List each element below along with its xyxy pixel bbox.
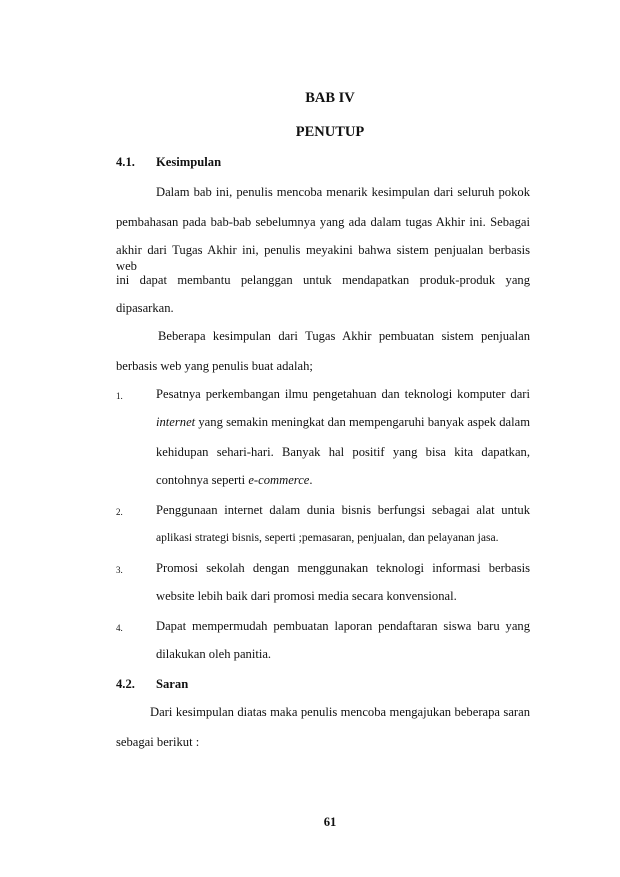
list-item-line: kehidupan sehari-hari. Banyak hal positif yang bisa kita dapatkan, — [156, 445, 530, 459]
list-item-line — [156, 414, 530, 430]
paragraph-line: Dari kesimpulan diatas maka penulis mencoba mengajukan beberapa saran — [150, 705, 530, 719]
paragraph-line: akhir dari Tugas Akhir ini, penulis meyakini bahwa sistem penjualan berbasis web — [116, 243, 530, 273]
list-item-line: aplikasi strategi bisnis, seperti ;pemasaran, penjualan, dan pelayanan jasa. — [156, 531, 499, 544]
section-title: Kesimpulan — [156, 155, 222, 169]
list-item-line: Penggunaan internet dalam dunia bisnis berfungsi sebagai alat untuk — [156, 503, 530, 517]
list-item-line: dilakukan oleh panitia. — [156, 647, 272, 661]
section-title: Saran — [156, 677, 189, 691]
emphasis-text: e-commerce — [248, 473, 310, 487]
paragraph-line: sebagai berikut : — [116, 735, 200, 749]
list-item-text: yang semakin meningkat dan mempengaruhi banyak aspek dalam — [195, 415, 530, 429]
list-number: 3. — [116, 565, 123, 575]
list-item-line: website lebih baik dari promosi media secara konvensional. — [156, 589, 457, 603]
paragraph-line: ini dapat membantu pelanggan untuk mendapatkan produk-produk yang — [116, 273, 530, 287]
list-item-line: Promosi sekolah dengan menggunakan teknologi informasi berbasis — [156, 561, 530, 575]
list-item-line: Dapat mempermudah pembuatan laporan pendaftaran siswa baru yang — [156, 619, 530, 633]
section-number: 4.1. — [116, 155, 135, 169]
list-number: 4. — [116, 623, 123, 633]
paragraph-line: Beberapa kesimpulan dari Tugas Akhir pembuatan sistem penjualan — [158, 329, 530, 343]
paragraph-line: dipasarkan. — [116, 301, 174, 315]
page-number: 61 — [323, 815, 337, 829]
section-number: 4.2. — [116, 677, 135, 691]
emphasis-text: internet — [156, 415, 196, 429]
list-number: 2. — [116, 507, 123, 517]
paragraph-line: Dalam bab ini, penulis mencoba menarik kesimpulan dari seluruh pokok — [156, 185, 530, 199]
paragraph-line: pembahasan pada bab-bab sebelumnya yang ada dalam tugas Akhir ini. Sebagai — [116, 215, 530, 229]
chapter-heading: BAB IV — [305, 90, 355, 106]
list-item-text: contohnya seperti — [156, 473, 249, 487]
list-number: 1. — [116, 391, 123, 401]
list-item-line: Pesatnya perkembangan ilmu pengetahuan dan teknologi komputer dari — [156, 387, 530, 401]
list-item-line — [156, 472, 313, 488]
paragraph-line: berbasis web yang penulis buat adalah; — [116, 359, 313, 373]
chapter-title: PENUTUP — [295, 124, 365, 140]
list-item-text: . — [309, 473, 313, 487]
